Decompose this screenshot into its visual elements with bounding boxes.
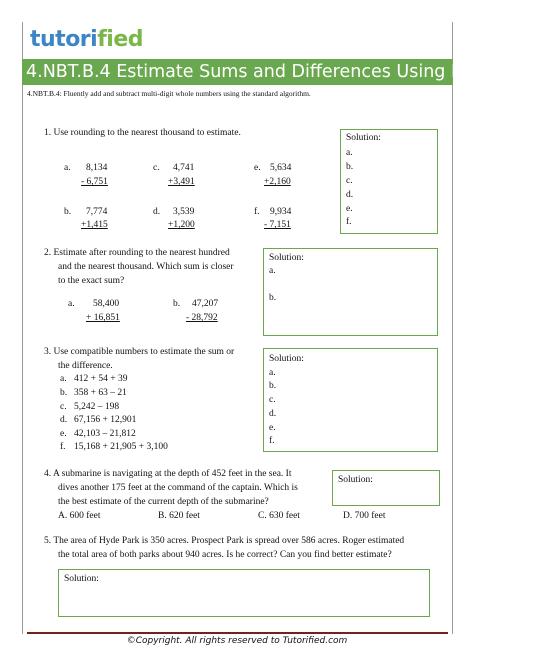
q2-b-label: b.	[173, 299, 181, 309]
q1-solution-title: Solution:	[346, 133, 381, 143]
q1-e-bottom: +2,160	[264, 177, 291, 187]
q4-line-3: the best estimate of the current depth of the submarine?	[58, 497, 269, 507]
q3-solution-b: b.	[269, 381, 277, 391]
q1-e-top: 5,634	[270, 163, 292, 173]
q1-b-bottom: +1,415	[81, 220, 108, 230]
q3-solution-d: d.	[269, 409, 277, 419]
q4-solution-title: Solution:	[338, 475, 373, 485]
q3-f-label: f.	[60, 442, 66, 452]
q1-solution-f: f.	[346, 217, 352, 227]
q3-f-expr: 15,168 + 21,905 + 3,100	[74, 442, 168, 452]
q3-a-label: a.	[60, 374, 67, 384]
q1-c-label: c.	[153, 163, 160, 173]
q5-solution-title: Solution:	[64, 574, 99, 584]
logo-part-2: fied	[97, 27, 143, 52]
q1-a-label: a.	[64, 163, 71, 173]
q5-solution-box[interactable]	[58, 569, 430, 617]
q1-solution-a: a.	[346, 148, 353, 158]
q1-solution-e: e.	[346, 204, 353, 214]
q3-solution-box[interactable]	[263, 348, 438, 452]
q2-a-label: a.	[68, 299, 75, 309]
q4-option-b: B. 620 feet	[158, 511, 200, 521]
q4-option-a: A. 600 feet	[58, 511, 101, 521]
q3-d-expr: 67,156 + 12,901	[74, 415, 137, 425]
logo-part-1: tutori	[30, 27, 98, 52]
q4-option-c: C. 630 feet	[258, 511, 300, 521]
q4-solution-box[interactable]	[332, 470, 440, 506]
q3-c-label: c.	[60, 402, 67, 412]
page-border-right	[452, 22, 453, 634]
q3-e-label: e.	[60, 429, 67, 439]
q2-b-bottom: - 28,792	[186, 313, 218, 323]
copyright-text: ©Copyright. All rights reserved to Tutorified.com	[126, 636, 348, 646]
worksheet-title: 4.NBT.B.4 Estimate Sums and Differences Using Rounding	[26, 62, 533, 82]
q2-line-3: to the exact sum?	[58, 276, 125, 286]
q3-solution-c: c.	[269, 395, 276, 405]
q2-solution-title: Solution:	[269, 253, 304, 263]
q3-solution-title: Solution:	[269, 354, 304, 364]
q1-f-label: f.	[254, 207, 260, 217]
q3-b-expr: 358 + 63 – 21	[74, 388, 127, 398]
q2-solution-a: a.	[269, 266, 276, 276]
q1-d-label: d.	[153, 207, 161, 217]
q1-d-bottom: +1,200	[168, 220, 195, 230]
q1-b-label: b.	[64, 207, 72, 217]
q1-solution-d: d.	[346, 190, 354, 200]
q4-option-d: D. 700 feet	[343, 511, 386, 521]
tutorified-logo	[30, 27, 143, 52]
q4-line-1: 4. A submarine is navigating at the depth of 452 feet in the sea. It	[44, 469, 292, 479]
q3-c-expr: 5,242 – 198	[74, 402, 120, 412]
q1-b-top: 7,774	[86, 207, 108, 217]
q3-a-expr: 412 + 54 + 39	[74, 374, 128, 384]
title-bar	[22, 59, 533, 85]
q3-b-label: b.	[60, 388, 68, 398]
q2-line-2: and the nearest thousand. Which sum is closer	[58, 262, 234, 272]
q2-b-top: 47,207	[192, 299, 219, 309]
q5-line-2: the total area of both parks about 940 acres. Is he correct? Can you find better estimate?	[58, 550, 392, 560]
q3-solution-e: e.	[269, 423, 276, 433]
q3-d-label: d.	[60, 415, 68, 425]
q1-solution-b: b.	[346, 162, 354, 172]
q1-solution-c: c.	[346, 176, 353, 186]
q3-line-1: 3. Use compatible numbers to estimate the sum or	[44, 347, 235, 357]
q3-e-expr: 42,103 – 21,812	[74, 429, 136, 439]
q2-a-top: 58,400	[93, 299, 120, 309]
q1-f-top: 9,934	[270, 207, 292, 217]
q1-c-top: 4,741	[173, 163, 195, 173]
q5-line-1: 5. The area of Hyde Park is 350 acres. Prospect Park is spread over 586 acres. Roger estimated	[44, 536, 405, 546]
q1-d-top: 3,539	[173, 207, 195, 217]
q4-line-2: dives another 175 feet at the command of the captain. Which is	[58, 483, 298, 493]
q1-a-bottom: - 6,751	[81, 177, 108, 187]
q1-e-label: e.	[254, 163, 261, 173]
standard-description: 4.NBT.B.4: Fluently add and subtract multi-digit whole numbers using the standard algorithm.	[27, 89, 311, 98]
footer-divider	[27, 632, 448, 634]
q1-f-bottom: - 7,151	[264, 220, 291, 230]
q3-solution-f: f.	[269, 436, 275, 446]
page-border-left	[22, 22, 23, 634]
q1-text: 1. Use rounding to the nearest thousand to estimate.	[44, 128, 241, 138]
q2-solution-b: b.	[269, 293, 277, 303]
q3-solution-a: a.	[269, 368, 276, 378]
q2-a-bottom: + 16,851	[86, 313, 120, 323]
q2-line-1: 2. Estimate after rounding to the nearest hundred	[44, 248, 230, 258]
q1-c-bottom: +3,491	[168, 177, 195, 187]
q3-line-2: the difference.	[58, 361, 113, 371]
q1-a-top: 8,134	[86, 163, 108, 173]
q1-solution-box[interactable]	[340, 129, 438, 234]
q2-solution-box[interactable]	[263, 248, 438, 336]
